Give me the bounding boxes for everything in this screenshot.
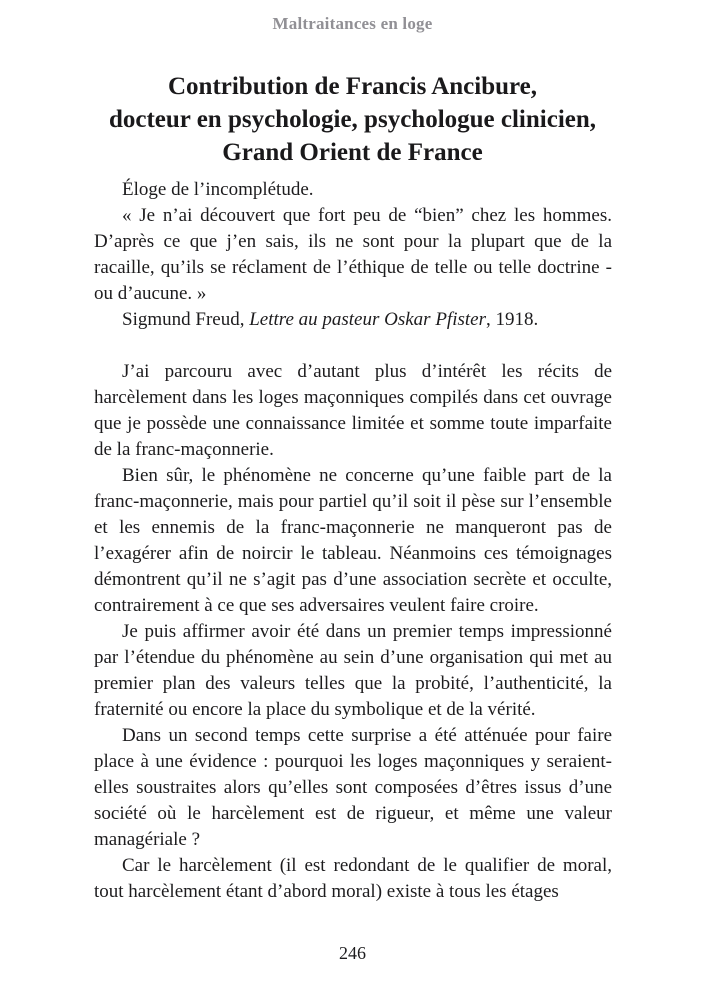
chapter-title-line-2: docteur en psychologie, psychologue clinicien,: [108, 106, 597, 133]
epigraph-attribution: [94, 307, 612, 333]
body-paragraphs: [94, 359, 612, 905]
attribution-year: , 1918.: [486, 309, 539, 330]
chapter-title-line-1: Contribution de Francis Ancibure,: [167, 73, 538, 100]
running-head: Maltraitances en loge: [272, 14, 433, 33]
paragraph: J’ai parcouru avec d’autant plus d’intérêt les récits de harcèlement dans les loges maçonniques compilés dans cet ouvrage que je possède une connaissance limitée et somme toute imparfaite de la franc-maçonnerie.: [94, 361, 612, 460]
page-number: 246: [339, 943, 366, 963]
paragraph: Je puis affirmer avoir été dans un premier temps impressionné par l’étendue du phénomène au sein d’une organisation qui met au premier plan des valeurs telles que la probité, l’authenticité, la fraternité ou encore la place du symbolique et de la vérité.: [94, 621, 612, 720]
attribution-work-title: Lettre au pasteur Oskar Pfister: [249, 309, 486, 330]
chapter-title: [0, 70, 705, 169]
chapter-title-line-3: Grand Orient de France: [222, 139, 483, 166]
attribution-author: Sigmund Freud,: [122, 309, 250, 330]
epigraph-intro: Éloge de l’incomplétude.: [122, 179, 314, 200]
paragraph: Bien sûr, le phénomène ne concerne qu’une faible part de la franc-maçonnerie, mais pour partiel qu’il soit il pèse sur l’ensemble et les ennemis de la franc-maçonnerie ne manqueront pas de l’exagérer afin de noircir le tableau. Néanmoins ces témoignages démontrent qu’il ne s’agit pas d’une association secrète et occulte, contrairement à ce que ses adversaires veulent faire croire.: [94, 465, 612, 616]
paragraph: Car le harcèlement (il est redondant de le qualifier de moral, tout harcèlement étant d’abord moral) existe à tous les étages: [94, 855, 612, 902]
epigraph-quote: « Je n’ai découvert que fort peu de “bien” chez les hommes. D’après ce que j’en sais, ils ne sont pour la plupart que de la racaille, qu’ils se réclament de l’éthique de telle ou telle doctrine - ou d’aucune. »: [94, 205, 612, 304]
paragraph: Dans un second temps cette surprise a été atténuée pour faire place à une évidence : pourquoi les loges maçonniques y seraient-elles soustraites alors qu’elles sont composées d’êtres issus d’une société où le harcèlement est de rigueur, et même une valeur managériale ?: [94, 725, 612, 850]
epigraph: [94, 177, 612, 333]
text-block: [94, 177, 612, 905]
